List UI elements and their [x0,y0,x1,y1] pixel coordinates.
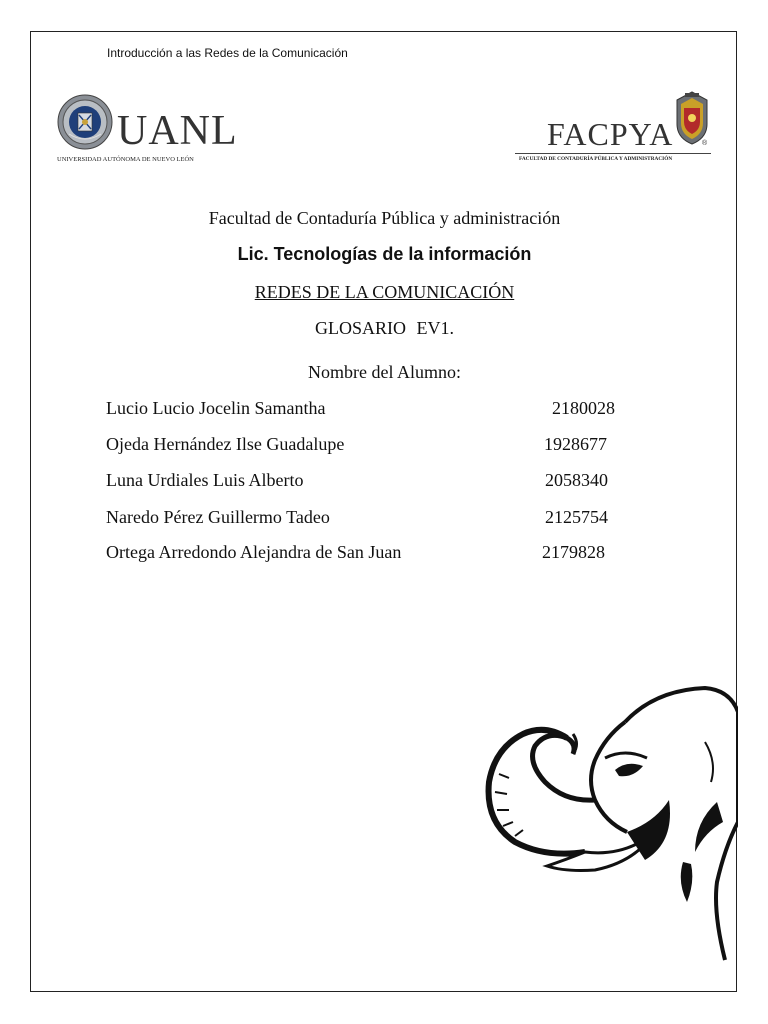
career-name: Lic. Tecnologías de la información [237,244,532,264]
faculty-crest-icon [671,90,713,146]
student-id: 2058340 [545,470,608,490]
student-row [106,434,666,458]
page-header-title: Introducción a las Redes de la Comunicación [107,46,348,60]
faculty-name: Facultad de Contaduría Pública y administración [208,208,561,228]
student-id: 2180028 [552,398,615,418]
facpya-wordmark: FACPYA [547,116,674,152]
facpya-divider [515,153,711,154]
university-seal-icon [57,94,113,150]
subject-title: REDES DE LA COMUNICACIÓN [254,282,515,302]
facpya-subtitle: FACULTAD DE CONTADURÍA PÚBLICA Y ADMINISTRACIÓN [519,156,673,162]
student-row [106,507,666,531]
elephant-head-icon [455,682,738,962]
student-row [106,398,666,422]
document-page [30,31,737,992]
uanl-logo [57,92,257,172]
student-name: Luna Urdiales Luis Alberto [106,470,304,490]
student-row [106,542,666,566]
student-id: 1928677 [544,434,607,454]
student-name: Ortega Arredondo Alejandra de San Juan [106,542,402,562]
facpya-logo [515,90,715,170]
student-row [106,470,666,494]
uanl-subtitle: UNIVERSIDAD AUTÓNOMA DE NUEVO LEÓN [57,156,194,163]
student-name: Ojeda Hernández Ilse Guadalupe [106,434,345,454]
students-label: Nombre del Alumno: [308,362,461,382]
student-id: 2179828 [542,542,605,562]
document-title: GLOSARIO EV1. [315,318,454,338]
uanl-wordmark: UANL [117,108,238,154]
student-name: Lucio Lucio Jocelin Samantha [106,398,326,418]
student-id: 2125754 [545,507,608,527]
student-name: Naredo Pérez Guillermo Tadeo [106,507,330,527]
registered-mark: ® [702,140,708,147]
